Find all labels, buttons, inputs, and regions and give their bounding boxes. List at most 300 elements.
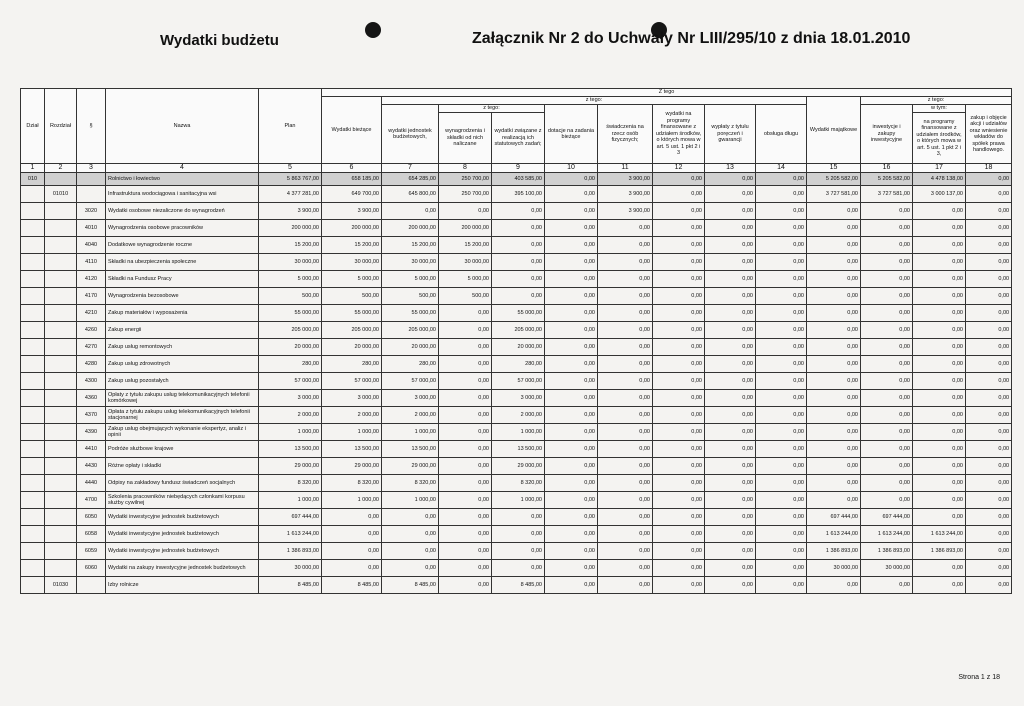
cell-value: 0,00 (966, 322, 1012, 339)
cell-paragraf: 4360 (77, 390, 106, 407)
cell-value: 0,00 (598, 492, 653, 509)
cell-value: 0,00 (756, 203, 807, 220)
cell-value: 0,00 (545, 492, 598, 509)
cell-dzial (21, 288, 45, 305)
cell-paragraf (77, 173, 106, 186)
cell-value: 3 000,00 (492, 390, 545, 407)
cell-value: 0,00 (861, 441, 913, 458)
cell-rozdzial (45, 271, 77, 288)
cell-value: 0,00 (322, 543, 382, 560)
cell-dzial (21, 560, 45, 577)
cell-value: 403 585,00 (492, 173, 545, 186)
cell-value: 0,00 (653, 186, 705, 203)
cell-value: 0,00 (653, 577, 705, 594)
cell-value: 697 444,00 (861, 509, 913, 526)
cell-value: 0,00 (598, 441, 653, 458)
cell-value: 0,00 (598, 509, 653, 526)
column-number: 4 (106, 164, 259, 173)
cell-value: 0,00 (653, 373, 705, 390)
cell-value: 0,00 (705, 186, 756, 203)
cell-value: 0,00 (439, 577, 492, 594)
cell-value: 0,00 (861, 288, 913, 305)
cell-value: 29 000,00 (259, 458, 322, 475)
cell-value: 0,00 (705, 356, 756, 373)
cell-value: 0,00 (653, 526, 705, 543)
cell-paragraf: 6060 (77, 560, 106, 577)
column-number: 1 (21, 164, 45, 173)
cell-value: 0,00 (705, 577, 756, 594)
cell-nazwa: Podróże służbowe krajowe (106, 441, 259, 458)
cell-value: 20 000,00 (259, 339, 322, 356)
punch-hole-left (365, 22, 381, 38)
header-wynagrodzenia: wynagrodzenia i składki od nich naliczane (439, 113, 492, 164)
cell-value: 57 000,00 (322, 373, 382, 390)
cell-value: 0,00 (653, 441, 705, 458)
cell-value: 205 000,00 (492, 322, 545, 339)
cell-value: 0,00 (545, 173, 598, 186)
cell-value: 0,00 (492, 271, 545, 288)
cell-value: 0,00 (756, 390, 807, 407)
cell-value: 0,00 (807, 407, 861, 424)
cell-value: 0,00 (807, 271, 861, 288)
cell-value: 30 000,00 (259, 254, 322, 271)
cell-value: 0,00 (913, 203, 966, 220)
cell-rozdzial (45, 441, 77, 458)
budget-expenses-table (20, 88, 1012, 594)
cell-value: 0,00 (322, 526, 382, 543)
cell-value: 0,00 (545, 288, 598, 305)
cell-value: 0,00 (439, 339, 492, 356)
cell-value: 0,00 (861, 373, 913, 390)
cell-value: 0,00 (756, 424, 807, 441)
cell-value: 0,00 (705, 543, 756, 560)
cell-value: 0,00 (966, 373, 1012, 390)
cell-value: 3 000 137,00 (913, 186, 966, 203)
cell-paragraf: 4270 (77, 339, 106, 356)
cell-dzial (21, 509, 45, 526)
cell-value: 0,00 (705, 475, 756, 492)
cell-value: 0,00 (439, 305, 492, 322)
cell-dzial (21, 322, 45, 339)
cell-value: 0,00 (705, 424, 756, 441)
column-number: 9 (492, 164, 545, 173)
cell-value: 0,00 (913, 237, 966, 254)
cell-dzial (21, 356, 45, 373)
cell-dzial (21, 526, 45, 543)
cell-value: 0,00 (807, 288, 861, 305)
cell-paragraf: 4110 (77, 254, 106, 271)
cell-value: 0,00 (756, 173, 807, 186)
cell-value: 0,00 (913, 339, 966, 356)
cell-paragraf: 4040 (77, 237, 106, 254)
cell-value: 0,00 (756, 322, 807, 339)
cell-value: 0,00 (913, 254, 966, 271)
cell-value: 500,00 (439, 288, 492, 305)
cell-value: 0,00 (705, 560, 756, 577)
cell-value: 200 000,00 (322, 220, 382, 237)
header-swiadczenia: świadczenia na rzecz osób fizycznych; (598, 105, 653, 164)
header-z-tego-jednostek: z tego: (439, 105, 545, 113)
cell-dzial (21, 220, 45, 237)
cell-value: 0,00 (439, 509, 492, 526)
cell-value: 0,00 (705, 458, 756, 475)
cell-dzial (21, 407, 45, 424)
cell-value: 0,00 (545, 543, 598, 560)
cell-nazwa: Składki na Fundusz Pracy (106, 271, 259, 288)
header-wyplaty: wypłaty z tytułu poręczeń i gwarancji (705, 105, 756, 164)
table-row (21, 509, 1012, 526)
cell-value: 5 000,00 (259, 271, 322, 288)
cell-value: 5 205 582,00 (861, 173, 913, 186)
cell-value: 3 900,00 (598, 173, 653, 186)
cell-value: 0,00 (382, 203, 439, 220)
cell-paragraf: 6059 (77, 543, 106, 560)
cell-value: 15 200,00 (439, 237, 492, 254)
cell-value: 0,00 (705, 492, 756, 509)
header-zakup-udzialow: zakup i objęcie akcji i udziałów oraz wniesienie wkładów do spółek prawa handlowego. (966, 105, 1012, 164)
cell-value: 0,00 (861, 254, 913, 271)
cell-value: 0,00 (966, 424, 1012, 441)
table-row (21, 526, 1012, 543)
cell-value: 2 000,00 (322, 407, 382, 424)
cell-value: 0,00 (861, 305, 913, 322)
table-row (21, 220, 1012, 237)
cell-value: 280,00 (322, 356, 382, 373)
table-row (21, 441, 1012, 458)
cell-value: 645 800,00 (382, 186, 439, 203)
cell-value: 0,00 (545, 271, 598, 288)
cell-value: 280,00 (492, 356, 545, 373)
cell-value: 13 500,00 (492, 441, 545, 458)
cell-value: 0,00 (545, 203, 598, 220)
table-row (21, 339, 1012, 356)
cell-value: 0,00 (439, 407, 492, 424)
cell-value: 697 444,00 (807, 509, 861, 526)
table-row (21, 543, 1012, 560)
cell-value: 0,00 (545, 577, 598, 594)
cell-value: 0,00 (545, 305, 598, 322)
cell-value: 15 200,00 (259, 237, 322, 254)
cell-nazwa: Zakup materiałów i wyposażenia (106, 305, 259, 322)
cell-value: 30 000,00 (382, 254, 439, 271)
cell-value: 0,00 (966, 288, 1012, 305)
cell-rozdzial (45, 288, 77, 305)
table-body (21, 173, 1012, 594)
cell-value: 0,00 (966, 173, 1012, 186)
table-row (21, 173, 1012, 186)
cell-nazwa: Wydatki na zakupy inwestycyjne jednostek budżetowych (106, 560, 259, 577)
header-plan: Plan (259, 89, 322, 164)
cell-value: 0,00 (545, 526, 598, 543)
cell-dzial (21, 237, 45, 254)
cell-rozdzial (45, 424, 77, 441)
cell-value: 1 386 893,00 (913, 543, 966, 560)
cell-paragraf: 6050 (77, 509, 106, 526)
cell-nazwa: Zakup usług remontowych (106, 339, 259, 356)
cell-value: 0,00 (966, 220, 1012, 237)
cell-value: 0,00 (756, 356, 807, 373)
cell-value: 0,00 (861, 339, 913, 356)
cell-nazwa: Zakup usług pozostałych (106, 373, 259, 390)
cell-value: 0,00 (492, 220, 545, 237)
header-inwestycje: inwestycje i zakupy inwestycyjne (861, 105, 913, 164)
cell-paragraf: 4120 (77, 271, 106, 288)
cell-dzial (21, 339, 45, 356)
header-paragraf: § (77, 89, 106, 164)
cell-value: 30 000,00 (259, 560, 322, 577)
cell-value: 20 000,00 (492, 339, 545, 356)
cell-value: 0,00 (756, 509, 807, 526)
cell-dzial (21, 373, 45, 390)
cell-value: 0,00 (598, 254, 653, 271)
cell-value: 395 100,00 (492, 186, 545, 203)
table-row (21, 407, 1012, 424)
cell-nazwa: Składki na ubezpieczenia społeczne (106, 254, 259, 271)
cell-nazwa: Wynagrodzenia bezosobowe (106, 288, 259, 305)
cell-value: 5 000,00 (322, 271, 382, 288)
cell-value: 0,00 (545, 186, 598, 203)
cell-value: 0,00 (807, 339, 861, 356)
cell-value: 5 000,00 (382, 271, 439, 288)
cell-value: 13 500,00 (259, 441, 322, 458)
cell-value: 0,00 (492, 203, 545, 220)
cell-value: 0,00 (861, 390, 913, 407)
cell-value: 0,00 (653, 543, 705, 560)
cell-value: 0,00 (653, 475, 705, 492)
cell-rozdzial: 01010 (45, 186, 77, 203)
cell-value: 0,00 (861, 271, 913, 288)
cell-value: 0,00 (913, 424, 966, 441)
cell-value: 0,00 (439, 526, 492, 543)
cell-rozdzial (45, 373, 77, 390)
cell-value: 3 727 581,00 (807, 186, 861, 203)
cell-value: 0,00 (653, 509, 705, 526)
header-zwiazane: wydatki związane z realizacją ich statutowych zadań; (492, 113, 545, 164)
cell-value: 0,00 (807, 458, 861, 475)
table-row (21, 305, 1012, 322)
cell-value: 3 900,00 (322, 203, 382, 220)
cell-value: 0,00 (756, 526, 807, 543)
cell-value: 1 613 244,00 (259, 526, 322, 543)
cell-value: 55 000,00 (322, 305, 382, 322)
cell-value: 0,00 (966, 390, 1012, 407)
cell-value: 2 000,00 (259, 407, 322, 424)
cell-value: 0,00 (705, 305, 756, 322)
cell-paragraf: 4260 (77, 322, 106, 339)
cell-rozdzial (45, 492, 77, 509)
cell-dzial (21, 441, 45, 458)
header-dotacje: dotacje na zadania bieżące (545, 105, 598, 164)
cell-value: 0,00 (966, 492, 1012, 509)
cell-rozdzial: 01030 (45, 577, 77, 594)
cell-value: 3 900,00 (598, 186, 653, 203)
cell-rozdzial (45, 322, 77, 339)
cell-value: 500,00 (322, 288, 382, 305)
cell-rozdzial (45, 526, 77, 543)
cell-value: 0,00 (439, 458, 492, 475)
cell-value: 55 000,00 (492, 305, 545, 322)
header-rozdzial: Rozdział (45, 89, 77, 164)
cell-dzial (21, 203, 45, 220)
cell-paragraf: 4210 (77, 305, 106, 322)
cell-value: 0,00 (653, 339, 705, 356)
cell-value: 0,00 (966, 441, 1012, 458)
cell-value: 250 700,00 (439, 186, 492, 203)
cell-value: 0,00 (598, 458, 653, 475)
cell-value: 0,00 (545, 220, 598, 237)
column-number: 8 (439, 164, 492, 173)
column-number: 16 (861, 164, 913, 173)
cell-value: 0,00 (653, 271, 705, 288)
cell-paragraf: 4280 (77, 356, 106, 373)
cell-value: 0,00 (913, 458, 966, 475)
cell-value: 0,00 (807, 441, 861, 458)
column-number: 14 (756, 164, 807, 173)
cell-value: 0,00 (756, 339, 807, 356)
cell-value: 30 000,00 (807, 560, 861, 577)
cell-value: 205 000,00 (322, 322, 382, 339)
cell-dzial (21, 390, 45, 407)
cell-value: 654 285,00 (382, 173, 439, 186)
cell-value: 57 000,00 (259, 373, 322, 390)
cell-value: 8 485,00 (322, 577, 382, 594)
column-number: 5 (259, 164, 322, 173)
cell-value: 30 000,00 (439, 254, 492, 271)
cell-paragraf: 4390 (77, 424, 106, 441)
cell-value: 0,00 (705, 271, 756, 288)
cell-value: 0,00 (705, 407, 756, 424)
cell-value: 0,00 (756, 186, 807, 203)
cell-value: 0,00 (545, 407, 598, 424)
cell-value: 3 000,00 (382, 390, 439, 407)
cell-value: 13 500,00 (382, 441, 439, 458)
cell-value: 0,00 (598, 475, 653, 492)
cell-value: 0,00 (756, 577, 807, 594)
cell-value: 0,00 (598, 322, 653, 339)
cell-value: 0,00 (382, 560, 439, 577)
cell-nazwa: Szkolenia pracowników niebędących członkami korpusu służby cywilnej (106, 492, 259, 509)
cell-value: 0,00 (705, 203, 756, 220)
cell-nazwa: Różne opłaty i składki (106, 458, 259, 475)
cell-value: 0,00 (439, 424, 492, 441)
cell-value: 0,00 (913, 288, 966, 305)
cell-nazwa: Wydatki osobowe niezaliczone do wynagrodzeń (106, 203, 259, 220)
cell-value: 0,00 (598, 305, 653, 322)
cell-value: 0,00 (439, 356, 492, 373)
cell-value: 0,00 (653, 288, 705, 305)
cell-value: 0,00 (807, 203, 861, 220)
table-row (21, 458, 1012, 475)
cell-value: 0,00 (913, 390, 966, 407)
cell-paragraf: 4410 (77, 441, 106, 458)
header-na-programy: na programy finansowane z udziałem środków, o których mowa w art. 5 ust. 1 pkt 2 i 3, (913, 113, 966, 164)
cell-value: 0,00 (861, 203, 913, 220)
cell-value: 280,00 (259, 356, 322, 373)
cell-value: 0,00 (756, 441, 807, 458)
cell-value: 0,00 (598, 560, 653, 577)
cell-dzial (21, 475, 45, 492)
cell-dzial (21, 305, 45, 322)
cell-value: 0,00 (807, 492, 861, 509)
cell-value: 8 320,00 (382, 475, 439, 492)
cell-value: 1 000,00 (259, 424, 322, 441)
cell-value: 0,00 (598, 237, 653, 254)
cell-value: 0,00 (861, 475, 913, 492)
cell-value: 0,00 (653, 237, 705, 254)
header-obsluga-dlugu: obsługa długu (756, 105, 807, 164)
cell-value: 0,00 (545, 373, 598, 390)
cell-nazwa: Opłata z tytułu zakupu usług telekomunikacyjnych telefonii stacjonarnej (106, 407, 259, 424)
cell-value: 0,00 (705, 220, 756, 237)
cell-value: 1 613 244,00 (861, 526, 913, 543)
cell-value: 0,00 (492, 560, 545, 577)
cell-value: 0,00 (807, 577, 861, 594)
column-number: 7 (382, 164, 439, 173)
cell-value: 57 000,00 (382, 373, 439, 390)
cell-value: 0,00 (807, 424, 861, 441)
cell-value: 200 000,00 (259, 220, 322, 237)
cell-nazwa: Odpisy na zakładowy fundusz świadczeń socjalnych (106, 475, 259, 492)
cell-rozdzial (45, 407, 77, 424)
cell-value: 0,00 (913, 441, 966, 458)
table-row (21, 186, 1012, 203)
cell-value: 0,00 (382, 509, 439, 526)
cell-value: 13 500,00 (322, 441, 382, 458)
cell-value: 0,00 (861, 458, 913, 475)
cell-value: 0,00 (439, 373, 492, 390)
cell-paragraf: 4170 (77, 288, 106, 305)
cell-value: 0,00 (756, 220, 807, 237)
cell-dzial (21, 271, 45, 288)
cell-value: 0,00 (913, 492, 966, 509)
budget-table-container (20, 88, 1010, 594)
cell-value: 0,00 (861, 322, 913, 339)
column-number: 6 (322, 164, 382, 173)
cell-value: 0,00 (545, 475, 598, 492)
cell-value: 200 000,00 (382, 220, 439, 237)
cell-value: 0,00 (807, 305, 861, 322)
cell-value: 0,00 (756, 475, 807, 492)
cell-value: 0,00 (913, 509, 966, 526)
column-number: 13 (705, 164, 756, 173)
cell-nazwa: Wydatki inwestycyjne jednostek budżetowych (106, 543, 259, 560)
cell-value: 0,00 (598, 373, 653, 390)
cell-value: 0,00 (966, 203, 1012, 220)
column-number: 11 (598, 164, 653, 173)
cell-value: 250 700,00 (439, 173, 492, 186)
cell-value: 0,00 (756, 237, 807, 254)
cell-dzial (21, 543, 45, 560)
cell-value: 0,00 (382, 543, 439, 560)
cell-value: 1 386 893,00 (259, 543, 322, 560)
cell-value: 57 000,00 (492, 373, 545, 390)
table-row (21, 271, 1012, 288)
cell-value: 20 000,00 (322, 339, 382, 356)
cell-value: 5 863 767,00 (259, 173, 322, 186)
cell-paragraf (77, 186, 106, 203)
table-row (21, 322, 1012, 339)
cell-dzial (21, 424, 45, 441)
cell-value: 1 000,00 (322, 492, 382, 509)
cell-value: 0,00 (598, 543, 653, 560)
cell-value: 0,00 (966, 577, 1012, 594)
cell-value: 0,00 (966, 254, 1012, 271)
cell-rozdzial (45, 390, 77, 407)
cell-value: 0,00 (913, 475, 966, 492)
cell-value: 280,00 (382, 356, 439, 373)
cell-dzial: 010 (21, 173, 45, 186)
cell-value: 0,00 (705, 288, 756, 305)
